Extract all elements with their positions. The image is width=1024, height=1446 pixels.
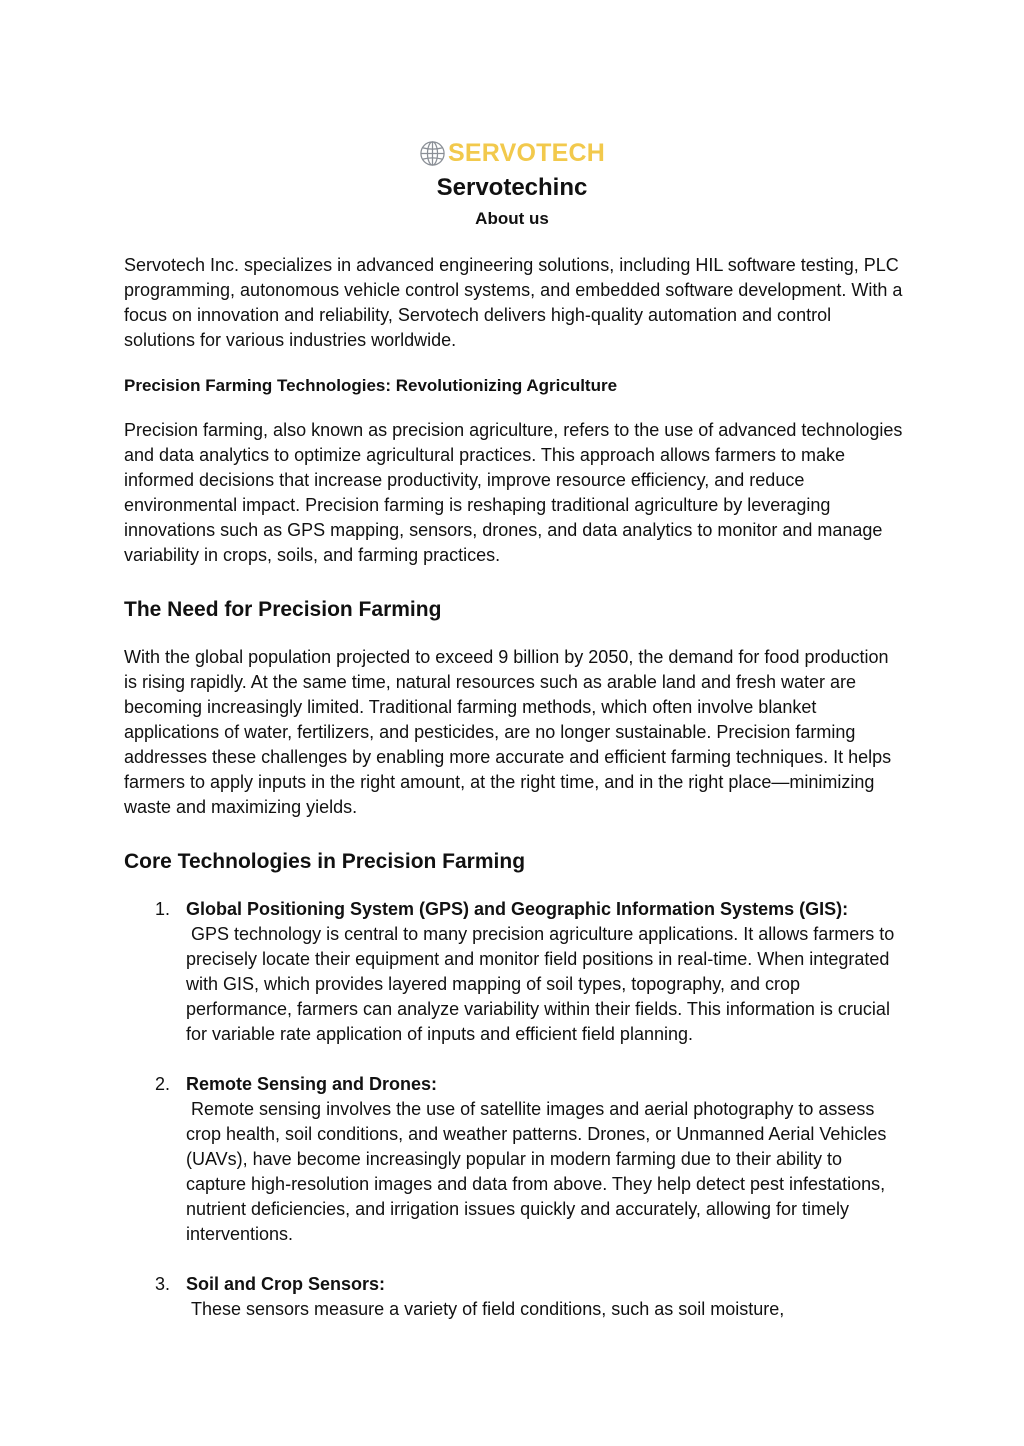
document-body	[124, 253, 904, 1347]
company-name: Servotechinc	[436, 174, 588, 201]
section-heading-need: The Need for Precision Farming	[124, 598, 442, 621]
list-number: 3.	[155, 1274, 171, 1294]
article-title: Precision Farming Technologies: Revolutionizing Agriculture	[124, 376, 618, 395]
list-item-title: Global Positioning System (GPS) and Geographic Information Systems (GIS):	[186, 899, 849, 919]
list-number: 1.	[155, 899, 171, 919]
section-heading-core: Core Technologies in Precision Farming	[124, 850, 526, 873]
core-technologies-list	[124, 897, 904, 1322]
logo-text: SERVOTECH	[448, 139, 605, 167]
list-item	[124, 1072, 904, 1247]
list-number: 2.	[155, 1074, 171, 1094]
globe-icon	[419, 140, 446, 167]
list-item-text: These sensors measure a variety of field conditions, such as soil moisture,	[186, 1299, 785, 1319]
list-item-text: Remote sensing involves the use of satellite images and aerial photography to assess crop health, soil conditions, and weather patterns. Drones, or Unmanned Aerial Vehicles (UAVs), have become increasingly popular in modern farming due to their ability to capture high-resolution images and data from above. They help detect pest infestations, nutrient deficiencies, and irrigation issues quickly and accurately, allowing for timely interventions.	[186, 1099, 887, 1244]
list-item	[124, 1272, 904, 1322]
list-item-title: Soil and Crop Sensors:	[186, 1274, 386, 1294]
section-body-need: With the global population projected to exceed 9 billion by 2050, the demand for food production is rising rapidly. At the same time, natural resources such as arable land and fresh water are becoming increasingly limited. Traditional farming methods, which often involve blanket applications of water, fertilizers, and pesticides, are no longer sustainable. Precision farming addresses these challenges by enabling more accurate and efficient farming techniques. It helps farmers to apply inputs in the right amount, at the right time, and in the right place—minimizing waste and maximizing yields.	[124, 647, 892, 817]
list-item-text: GPS technology is central to many precision agriculture applications. It allows farmers to precisely locate their equipment and monitor field positions in real-time. When integrated with GIS, which provides layered mapping of soil types, topography, and crop performance, farmers can analyze variability within their fields. This information is crucial for variable rate application of inputs and efficient field planning.	[186, 924, 895, 1044]
list-item-title: Remote Sensing and Drones:	[186, 1074, 438, 1094]
intro-paragraph: Servotech Inc. specializes in advanced engineering solutions, including HIL software testing, PLC programming, autonomous vehicle control systems, and embedded software development. With a focus on innovation and reliability, Servotech delivers high-quality automation and control solutions for various industries worldwide.	[124, 255, 903, 350]
page-subtitle: About us	[475, 209, 549, 228]
article-lead: Precision farming, also known as precision agriculture, refers to the use of advanced technologies and data analytics to optimize agricultural practices. This approach allows farmers to make informed decisions that increase productivity, improve resource efficiency, and reduce environmental impact. Precision farming is reshaping traditional agriculture by leveraging innovations such as GPS mapping, sensors, drones, and data analytics to monitor and manage variability in crops, soils, and farming practices.	[124, 420, 903, 565]
list-item	[124, 897, 904, 1047]
brand-logo	[0, 136, 1024, 170]
